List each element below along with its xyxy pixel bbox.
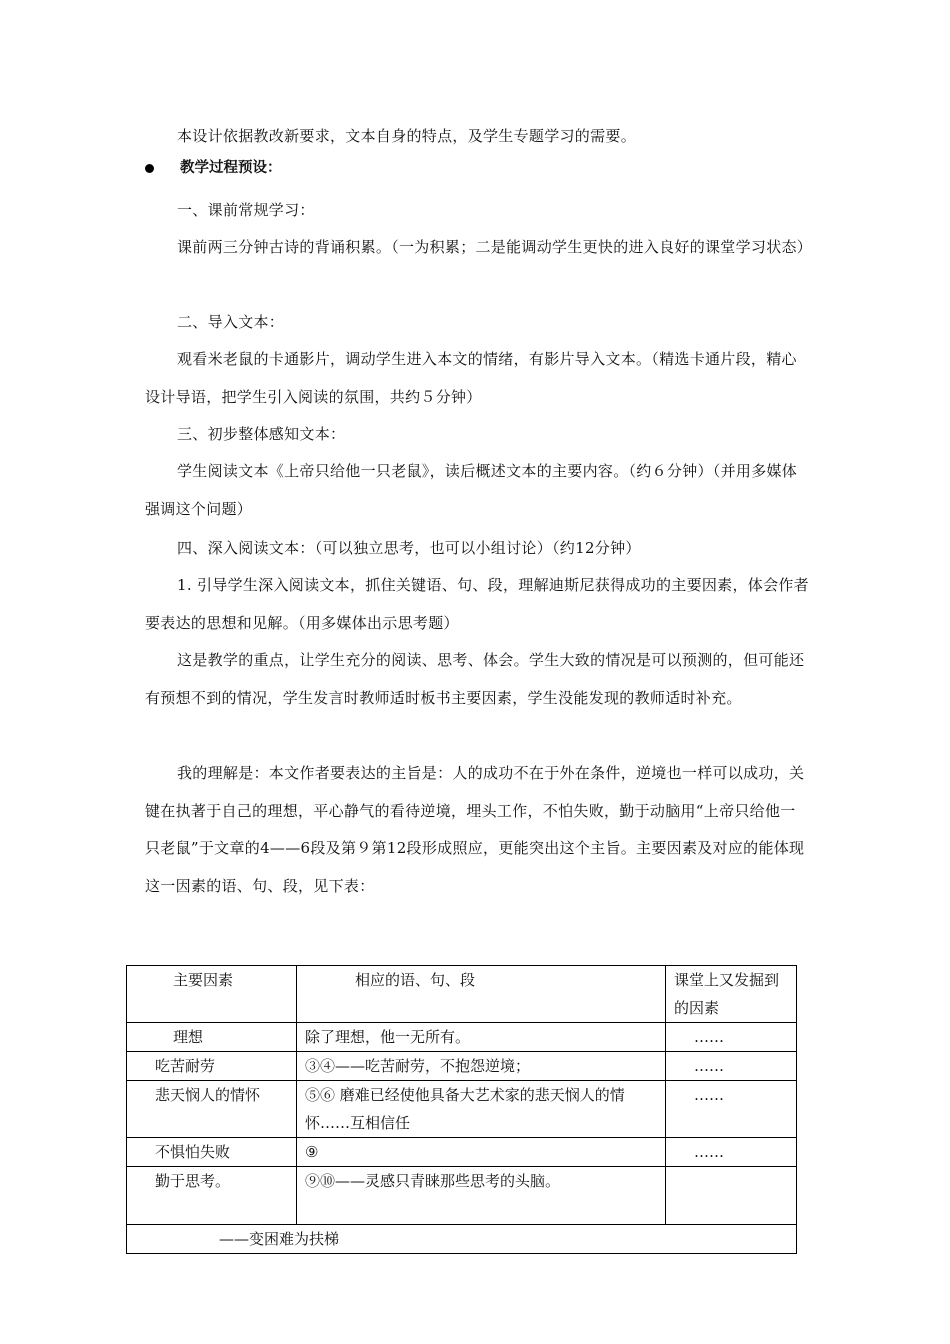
- row-extra: [665, 1167, 796, 1225]
- row-extra: ……: [665, 1081, 796, 1138]
- table-row: [127, 1081, 797, 1138]
- row-text: ⑨⑩——灵感只青睐那些思考的头脑。: [297, 1167, 666, 1225]
- row-extra: ……: [665, 1023, 796, 1052]
- header-extra: 课堂上又发掘到的因素: [665, 966, 796, 1023]
- subheading-overall-perception: 三、初步整体感知文本：: [177, 425, 346, 443]
- row-text: ⑨: [297, 1138, 666, 1167]
- paragraph-design-basis: 本设计依据教改新要求，文本自身的特点，及学生专题学习的需要。: [177, 127, 637, 145]
- row-factor: 勤于思考。: [127, 1167, 297, 1225]
- subheading-pre-class: 一、课前常规学习：: [177, 201, 315, 219]
- subheading-introduction: 二、导入文本：: [177, 313, 285, 331]
- paragraph-teaching-focus: 这是教学的重点，让学生充分的阅读、思考、体会。学生大致的情况是可以预测的，但可能还有预想不到的情况，学生发言时教师适时板书主要因素，学生没能发现的教师适时补充。: [145, 651, 805, 707]
- bullet-icon: [145, 164, 154, 173]
- paragraph-understanding: 我的理解是：本文作者要表达的主旨是：人的成功不在于外在条件，逆境也一样可以成功，关键在执著于自己的理想，平心静气的看待逆境，埋头工作，不怕失败，勤于动脑用“上帝只给他一只老鼠”于文章的4——6段及第９第12段形成照应，更能突出这个主旨。主要因素及对应的能体现这一因素的语、句、段，见下表：: [145, 764, 805, 895]
- row-text: 除了理想，他一无所有。: [297, 1023, 666, 1052]
- subheading-deep-reading: 四、深入阅读文本：（可以独立思考，也可以小组讨论）（约12分钟）: [177, 539, 641, 557]
- row-factor: 吃苦耐劳: [127, 1052, 297, 1081]
- table-header-row: [127, 966, 797, 1023]
- paragraph-introduction: 观看米老鼠的卡通影片，调动学生进入本文的情绪，有影片导入文本。（精选卡通片段，精心设计导语，把学生引入阅读的氛围，共约５分钟）: [145, 350, 797, 406]
- row-factor: 理想: [127, 1023, 297, 1052]
- section-heading: [145, 155, 282, 180]
- row-text: ③④——吃苦耐劳，不抱怨逆境；: [297, 1052, 666, 1081]
- heading-text: 教学过程预设：: [180, 160, 282, 176]
- paragraph-pre-class: 课前两三分钟古诗的背诵积累。（一为积累；二是能调动学生更快的进入良好的课堂学习状态）: [177, 238, 813, 256]
- header-factor: 主要因素: [127, 966, 297, 1023]
- row-factor: 不惧怕失败: [127, 1138, 297, 1167]
- header-text: 相应的语、句、段: [297, 966, 666, 1023]
- row-factor: 悲天悯人的情怀: [127, 1081, 297, 1138]
- row-extra: ……: [665, 1138, 796, 1167]
- table-row: [127, 1052, 797, 1081]
- row-text: ⑤⑥ 磨难已经使他具备大艺术家的悲天悯人的情怀……互相信任: [297, 1081, 666, 1138]
- paragraph-guide-reading: 1. 引导学生深入阅读文本，抓住关键语、句、段，理解迪斯尼获得成功的主要因素，体会作者要表达的思想和见解。（用多媒体出示思考题）: [145, 576, 809, 632]
- table-footer-row: [127, 1225, 797, 1254]
- paragraph-overall-perception: 学生阅读文本《上帝只给他一只老鼠》，读后概述文本的主要内容。（约６分钟）（并用多媒体强调这个问题）: [145, 462, 798, 518]
- factors-table: [126, 965, 797, 1254]
- table-row: [127, 1138, 797, 1167]
- table-footer: ——变困难为扶梯: [127, 1225, 797, 1254]
- row-extra: ……: [665, 1052, 796, 1081]
- table-row: [127, 1167, 797, 1225]
- table-row: [127, 1023, 797, 1052]
